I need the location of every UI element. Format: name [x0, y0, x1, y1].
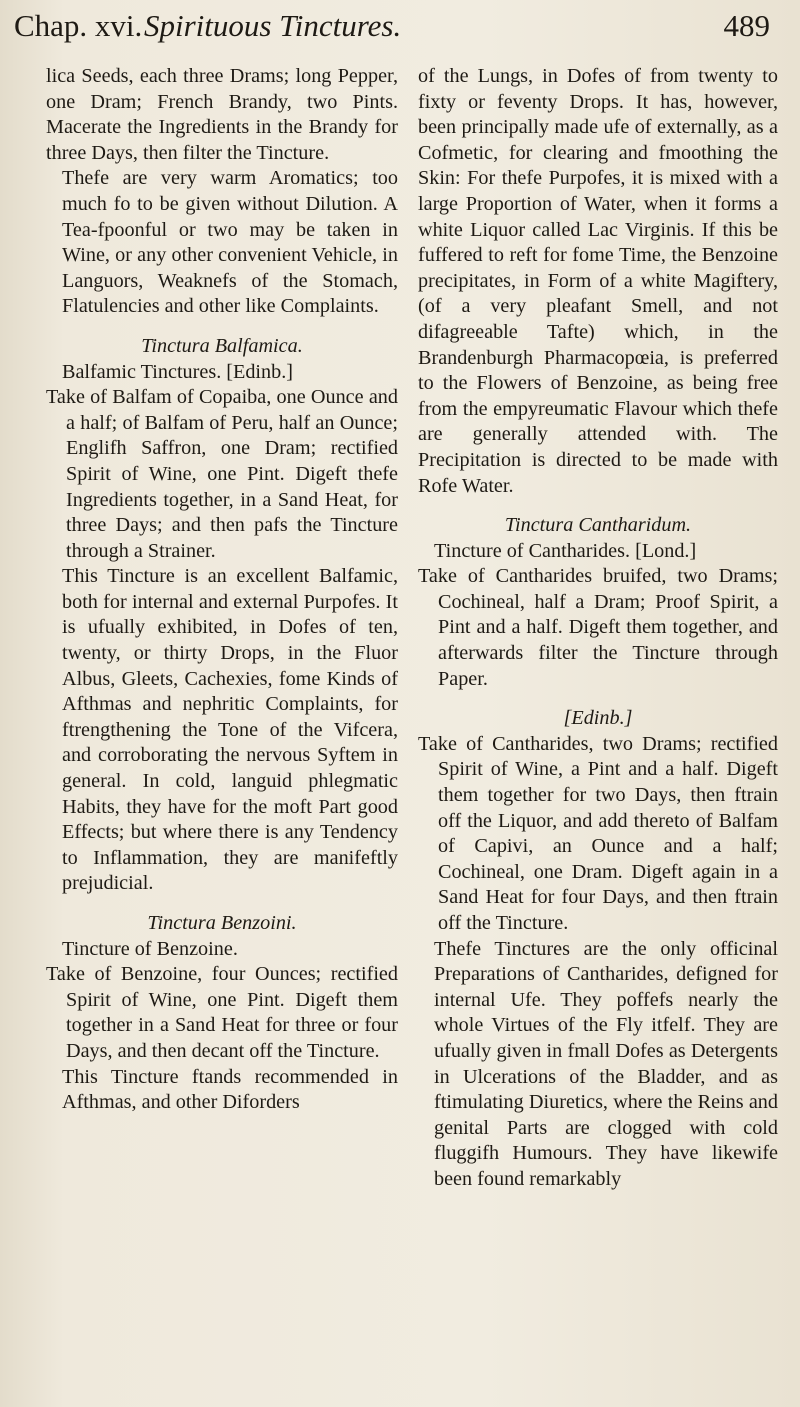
chapter-label: Chap. xvi. [14, 8, 143, 43]
recipe-balsamic: Take of Balfam of Copaiba, one Ounce and a half; of Balfam of Peru, half an Ounce; Englifh Saffron, one Dram; rectified Spirit of Wine, one Pint. Digeft thefe Ingredients together, in a Sand Heat, for three Days; and then pafs the Tincture through a Strainer. [46, 386, 398, 562]
intro-note: Thefe are very warm Aromatics; too much fo to be given without Dilution. A Tea-fpoonful or two may be taken in Wine, or any other convenient Vehicle, in Languors, Weaknefs of the Stomach, Flatulencies and other like Complaints. [62, 167, 398, 318]
section-heading-balsamic-latin: Tinctura Balfamica. [141, 334, 303, 357]
recipe-benzoine: Take of Benzoine, four Ounces; rectified Spirit of Wine, one Pint. Digeft them together in a Sand Heat for three or four Days, and then decant off the Tincture. [46, 963, 398, 1062]
left-column [46, 64, 398, 1116]
continuation-paragraph: of the Lungs, in Dofes of from twenty to fixty or feventy Drops. It has, however, been principally made ufe of externally, as a Cofmetic, for clearing and fmoothing the Skin: For thefe Purpofes, it is mixed with a large Proportion of Water, when it forms a white Liquor called Lac Virginis. If this be fuffered to reft for fome Time, the Benzoine precipitates, in Form of a white Magiftery, (of a very pleafant Smell, and not difagreeable Tafte) which, in the Brandenburgh Pharmacopœia, is preferred to the Flowers of Benzoine, as being free from the empyreumatic Flavour which thefe are generally attended with. The Precipitation is directed to be made with Rofe Water. [418, 65, 778, 497]
recipe-cantharides-london: Take of Cantharides bruifed, two Drams; Cochineal, half a Dram; Proof Spirit, a Pint and a half. Digeft them together, and afterwards filter the Tincture through Paper. [418, 565, 778, 690]
intro-paragraph: lica Seeds, each three Drams; long Pepper, one Dram; French Brandy, two Pints. Macerate the Ingredients in the Brandy for three Days, then filter the Tincture. [46, 65, 398, 164]
section-heading-cantharides-english: Tincture of Cantharides. [Lond.] [434, 539, 697, 562]
right-column [418, 64, 778, 1193]
running-header [14, 8, 790, 62]
section-heading-cantharides-latin: Tinctura Cantharidum. [504, 514, 692, 537]
note-benzoine: This Tincture ftands recommended in Afthmas, and other Diforders [62, 1065, 398, 1114]
section-heading-benzoine-latin: Tinctura Benzoini. [147, 912, 297, 934]
page-number: 489 [723, 8, 770, 43]
recipe-cantharides-edinburgh: Take of Cantharides, two Drams; rectified Spirit of Wine, a Pint and a half. Digeft them together for two Days, then ftrain off the Liquor, and add thereto of Balfam of Capivi, an Ounce and a half; Cochineal, one Dram. Digeft again in a Sand Heat for four Days, and then ftrain off the Tincture. [418, 732, 778, 934]
section-heading-benzoine-english: Tincture of Benzoine. [62, 937, 238, 960]
section-heading-balsamic-english: Balfamic Tinctures. [Edinb.] [62, 360, 294, 383]
note-cantharides: Thefe Tinctures are the only officinal Preparations of Cantharides, defigned for internal Ufe. They poffefs nearly the whole Virtues of the Fly itfelf. They are ufually given in fmall Dofes as Detergents in Ulcerations of the Bladder, and as ftimulating Diuretics, where the Reins and genital Parts are clogged with cold fluggifh Humours. They have likewife been found remarkably [434, 937, 778, 1190]
note-balsamic: This Tincture is an excellent Balfamic, both for internal and external Purpofes. It is ufually exhibited, in Dofes of ten, twenty, or thirty Drops, in the Fluor Albus, Gleets, Cachexies, fome Kinds of Afthmas and nephritic Complaints, for ftrengthening the Tone of the Vifcera, and corroborating the nervous Syftem in general. In cold, languid phlegmatic Habits, they have for the moft Part good Effects; but where there is any Tendency to Inflammation, they are manifeftly prejudicial. [62, 565, 398, 895]
running-title: Spirituous Tinctures. [144, 8, 402, 43]
section-heading-edinburgh: [Edinb.] [563, 707, 633, 730]
